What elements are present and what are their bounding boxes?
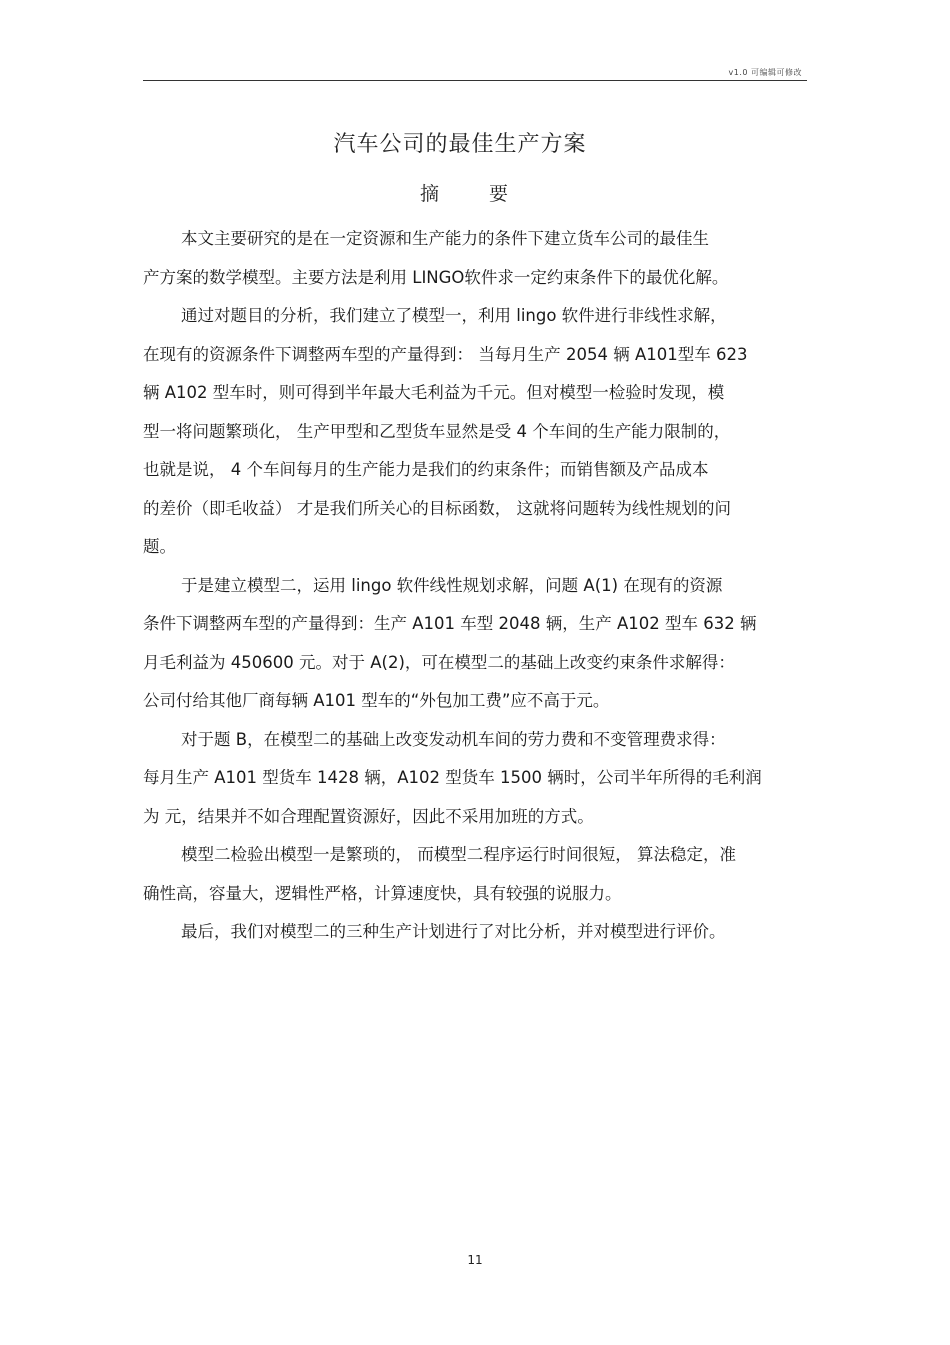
abstract-line: 本文主要研究的是在一定资源和生产能力的条件下建立货车公司的最佳生 [181, 229, 709, 248]
abstract-line: 于是建立模型二，运用 lingo 软件线性规划求解，问题 A(1) 在现有的资源 [181, 575, 723, 595]
abstract-line: 在现有的资源条件下调整两车型的产量得到： 当每月生产 2054 辆 A101型车 623 [143, 344, 748, 364]
abstract-line: 辆 A102 型车时，则可得到半年最大毛利益为千元。但对模型一检验时发现，模 [143, 383, 725, 402]
abstract-line: 月毛利益为 450600 元。对于 A(2)，可在模型二的基础上改变约束条件求解得： [143, 652, 735, 672]
abstract-line: 为 元，结果并不如合理配置资源好，因此不采用加班的方式。 [143, 806, 594, 826]
abstract-heading: 摘 要 [419, 183, 531, 205]
abstract-line: 模型二检验出模型一是繁琐的， 而模型二程序运行时间很短， 算法稳定，准 [181, 845, 736, 864]
abstract-line: 的差价（即毛收益） 才是我们所关心的目标函数， 这就将问题转为线性规划的问 [143, 498, 731, 518]
abstract-line: 也就是说， 4 个车间每月的生产能力是我们的约束条件；而销售额及产品成本 [143, 460, 709, 479]
header-rule [143, 80, 807, 81]
abstract-line: 条件下调整两车型的产量得到：生产 A101 车型 2048 辆，生产 A102 型车 632 辆 [143, 614, 757, 633]
abstract-line: 题。 [143, 537, 176, 556]
abstract-line: 每月生产 A101 型货车 1428 辆，A102 型货车 1500 辆时，公司半年所得的毛利润 [143, 768, 762, 787]
abstract-line: 公司付给其他厂商每辆 A101 型车的“外包加工费”应不高于元。 [143, 691, 610, 710]
abstract-line: 型一将问题繁琐化， 生产甲型和乙型货车显然是受 4 个车间的生产能力限制的， [143, 421, 731, 441]
abstract-body [143, 220, 809, 952]
document-title: 汽车公司的最佳生产方案 [333, 132, 587, 157]
header-note: v1.0 可编辑可修改 [728, 68, 802, 77]
abstract-line: 对于题 B，在模型二的基础上改变发动机车间的劳力费和不变管理费求得： [181, 729, 726, 749]
abstract-line: 通过对题目的分析，我们建立了模型一，利用 lingo 软件进行非线性求解， [181, 306, 727, 325]
abstract-line: 产方案的数学模型。主要方法是利用 LINGO软件求一定约束条件下的最优化解。 [143, 267, 729, 287]
page-number: 11 [467, 1253, 483, 1267]
abstract-line: 确性高，容量大，逻辑性严格，计算速度快，具有较强的说服力。 [143, 883, 622, 903]
abstract-line: 最后，我们对模型二的三种生产计划进行了对比分析，并对模型进行评价。 [181, 922, 726, 941]
